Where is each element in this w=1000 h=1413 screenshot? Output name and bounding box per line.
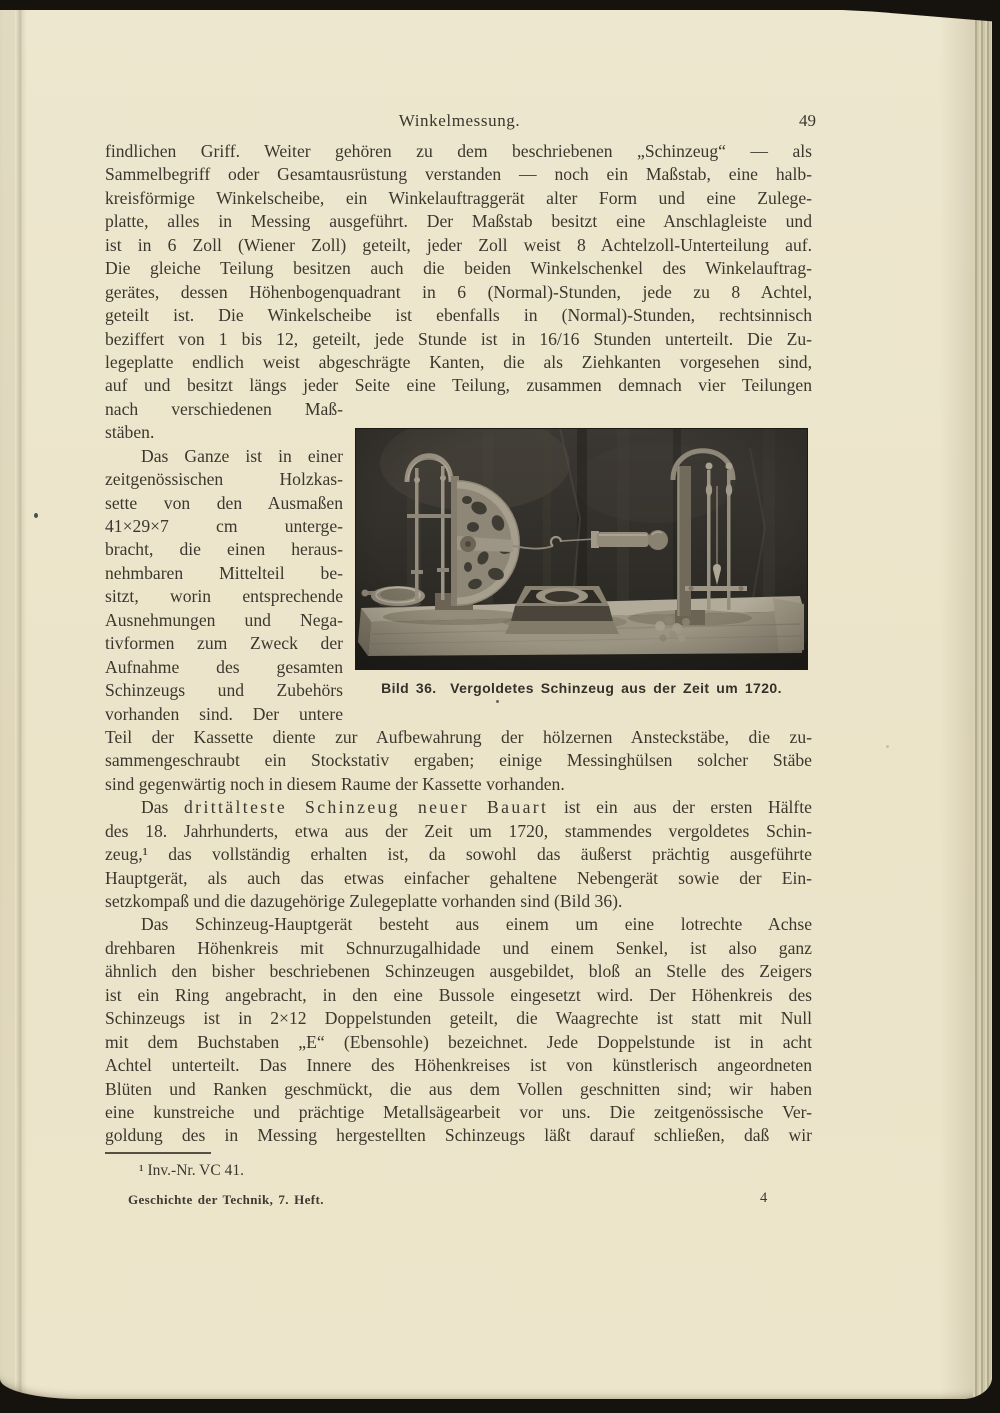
page-curvature-shade [939,10,973,1399]
text-line: Das Ganze ist in einer [141,445,343,466]
text-line: sitzt, worin entsprechende [105,586,343,607]
text-line: des 18. Jahrhunderts, etwa aus der Zeit um 1720, stammendes vergoldetes Schin- [105,820,812,841]
text-line: ähnlich den bisher beschriebenen Schinzeugen ausgebildet, bloß an Stelle des Zeigers [105,961,812,982]
running-header-title: Winkelmessung. [398,111,521,130]
paragraph-block-2 [105,726,812,1148]
text-line: Schinzeugs ist in 2×12 Doppelstunden geteilt, die Waagrechte ist statt mit Null [105,1008,812,1029]
text-line: Schinzeugs und Zubehörs [105,680,343,701]
text-line: Ausnehmungen und Nega- [105,609,343,630]
text-line: Hauptgerät, als auch das etwas einfacher gehaltene Nebengerät sowie der Ein- [105,867,812,888]
text-line: Teil der Kassette diente zur Aufbewahrung der hölzernen Ansteckstäbe, die zu- [105,726,812,747]
text-segment: ist ein aus der ersten Hälfte [548,797,812,818]
paper-speck [886,745,889,748]
text-line: Das Schinzeug-Hauptgerät besteht aus einem um eine lotrechte Achse [141,914,812,935]
text-line: beziffert von 1 bis 12, geteilt, jede Stunde ist in 16/16 Stunden unterteilt. Die Zu- [105,328,812,349]
gutter-crease [15,10,27,1399]
text-line: goldung des in Messing hergestellten Schinzeugs läßt darauf schließen, daß wir [105,1125,812,1146]
text-segment: Das [141,797,184,818]
text-line: findlichen Griff. Weiter gehören zu dem beschriebenen „Schinzeug“ — als [105,141,812,161]
text-line: gerätes, dessen Höhenbogenquadrant in 6 (Normal)-Stunden, jede zu 8 Achtel, [105,281,812,302]
book-series-footer: Geschichte der Technik, 7. Heft. [128,1192,324,1207]
paper-speck [34,513,38,518]
text-line: ist ein Ring angebracht, in den eine Bussole eingesetzt wird. Der Höhenkreis des [105,984,812,1005]
text-line: sammengeschraubt ein Stockstativ ergaben; einige Messinghülsen solcher Stäbe [105,750,812,771]
text-line: geteilt ist. Die Winkelscheibe ist ebenfalls in (Normal)-Stunden, rechtsinnisch [105,305,812,326]
text-line: zeitgenössischen Holzkas- [105,469,343,490]
text-line: Achtel unterteilt. Das Innere des Höhenkreises ist von künstlerisch angeordneten [105,1055,812,1076]
text-line: mit dem Buchstaben „E“ (Ebensohle) bezeichnet. Jede Doppelstunde ist in acht [105,1031,812,1052]
gutter-shadow-band [0,10,15,1399]
photo-vignette [355,428,808,670]
paper-speck [496,700,499,703]
text-line: nach verschiedenen Maß- [105,398,343,419]
text-line: ist in 6 Zoll (Wiener Zoll) geteilt, jeder Zoll weist 8 Achtelzoll-Unterteilung auf. [105,234,812,255]
text-line: auf und besitzt längs jeder Seite eine Teilung, zusammen demnach vier Teilungen [105,375,812,396]
text-line: stäben. [105,422,155,443]
text-line: zeug,¹ das vollständig erhalten ist, da sowohl das äußerst prächtig ausgeführte [105,844,812,865]
sheet-signature-number: 4 [760,1190,768,1206]
text-line: drehbaren Höhenkreis mit Schnurzugalhidade und einem Senkel, ist also ganz [105,937,812,958]
text-line: legeplatte endlich weist abgeschrägte Kanten, die als Ziehkanten vorgesehen sind, [105,351,812,372]
text-line: platte, alles in Messing ausgeführt. Der Maßstab besitzt eine Anschlagleiste und [105,211,812,232]
text-line: kreisförmige Winkelscheibe, ein Winkelauftraggerät alter Form und eine Zulege- [105,187,812,208]
text-line: sette von den Ausmaßen [105,492,343,513]
book-page [0,10,992,1399]
footnote: ¹ Inv.-Nr. VC 41. [139,1162,244,1179]
figure-photo [355,428,808,670]
text-line: vorhanden sind. Der untere [105,703,343,724]
text-line: Blüten und Ranken geschmückt, die aus dem Vollen geschnitten sind; wir haben [105,1078,812,1099]
text-line: sind gegenwärtig noch in diesem Raume der Kassette vorhanden. [105,773,565,794]
text-line: Die gleiche Teilung besitzen auch die beiden Winkelschenkel des Winkelauftrag- [105,258,812,279]
text-line: bracht, die einen heraus- [105,539,343,560]
text-line: Sammelbegriff oder Gesamtausrüstung verstanden — noch ein Maßstab, eine halb- [105,164,812,185]
figure-caption: Bild 36. Vergoldetes Schinzeug aus der Zeit um 1720. [381,680,782,696]
paragraph-block-1 [105,140,812,398]
text-line: Aufnahme des gesamten [105,656,343,677]
figure [355,428,808,696]
letterspaced-emphasis: drittälteste Schinzeug neuer Bauart [183,797,549,818]
book-fore-edge-pages [973,10,992,1399]
text-line: setzkompaß und die dazugehörige Zulegeplatte vorhanden sind (Bild 36). [105,891,623,911]
text-line: eine kunstreiche und prächtige Metallsägearbeit vor uns. Die zeitgenössische Ver- [105,1101,812,1122]
text-line: nehmbaren Mittelteil be- [105,562,343,583]
page-number: 49 [799,111,816,130]
footnote-separator [105,1152,211,1154]
text-line [105,796,812,819]
text-line: tivformen zum Zweck der [105,633,343,654]
text-line: 41×29×7 cm unterge- [105,516,343,536]
